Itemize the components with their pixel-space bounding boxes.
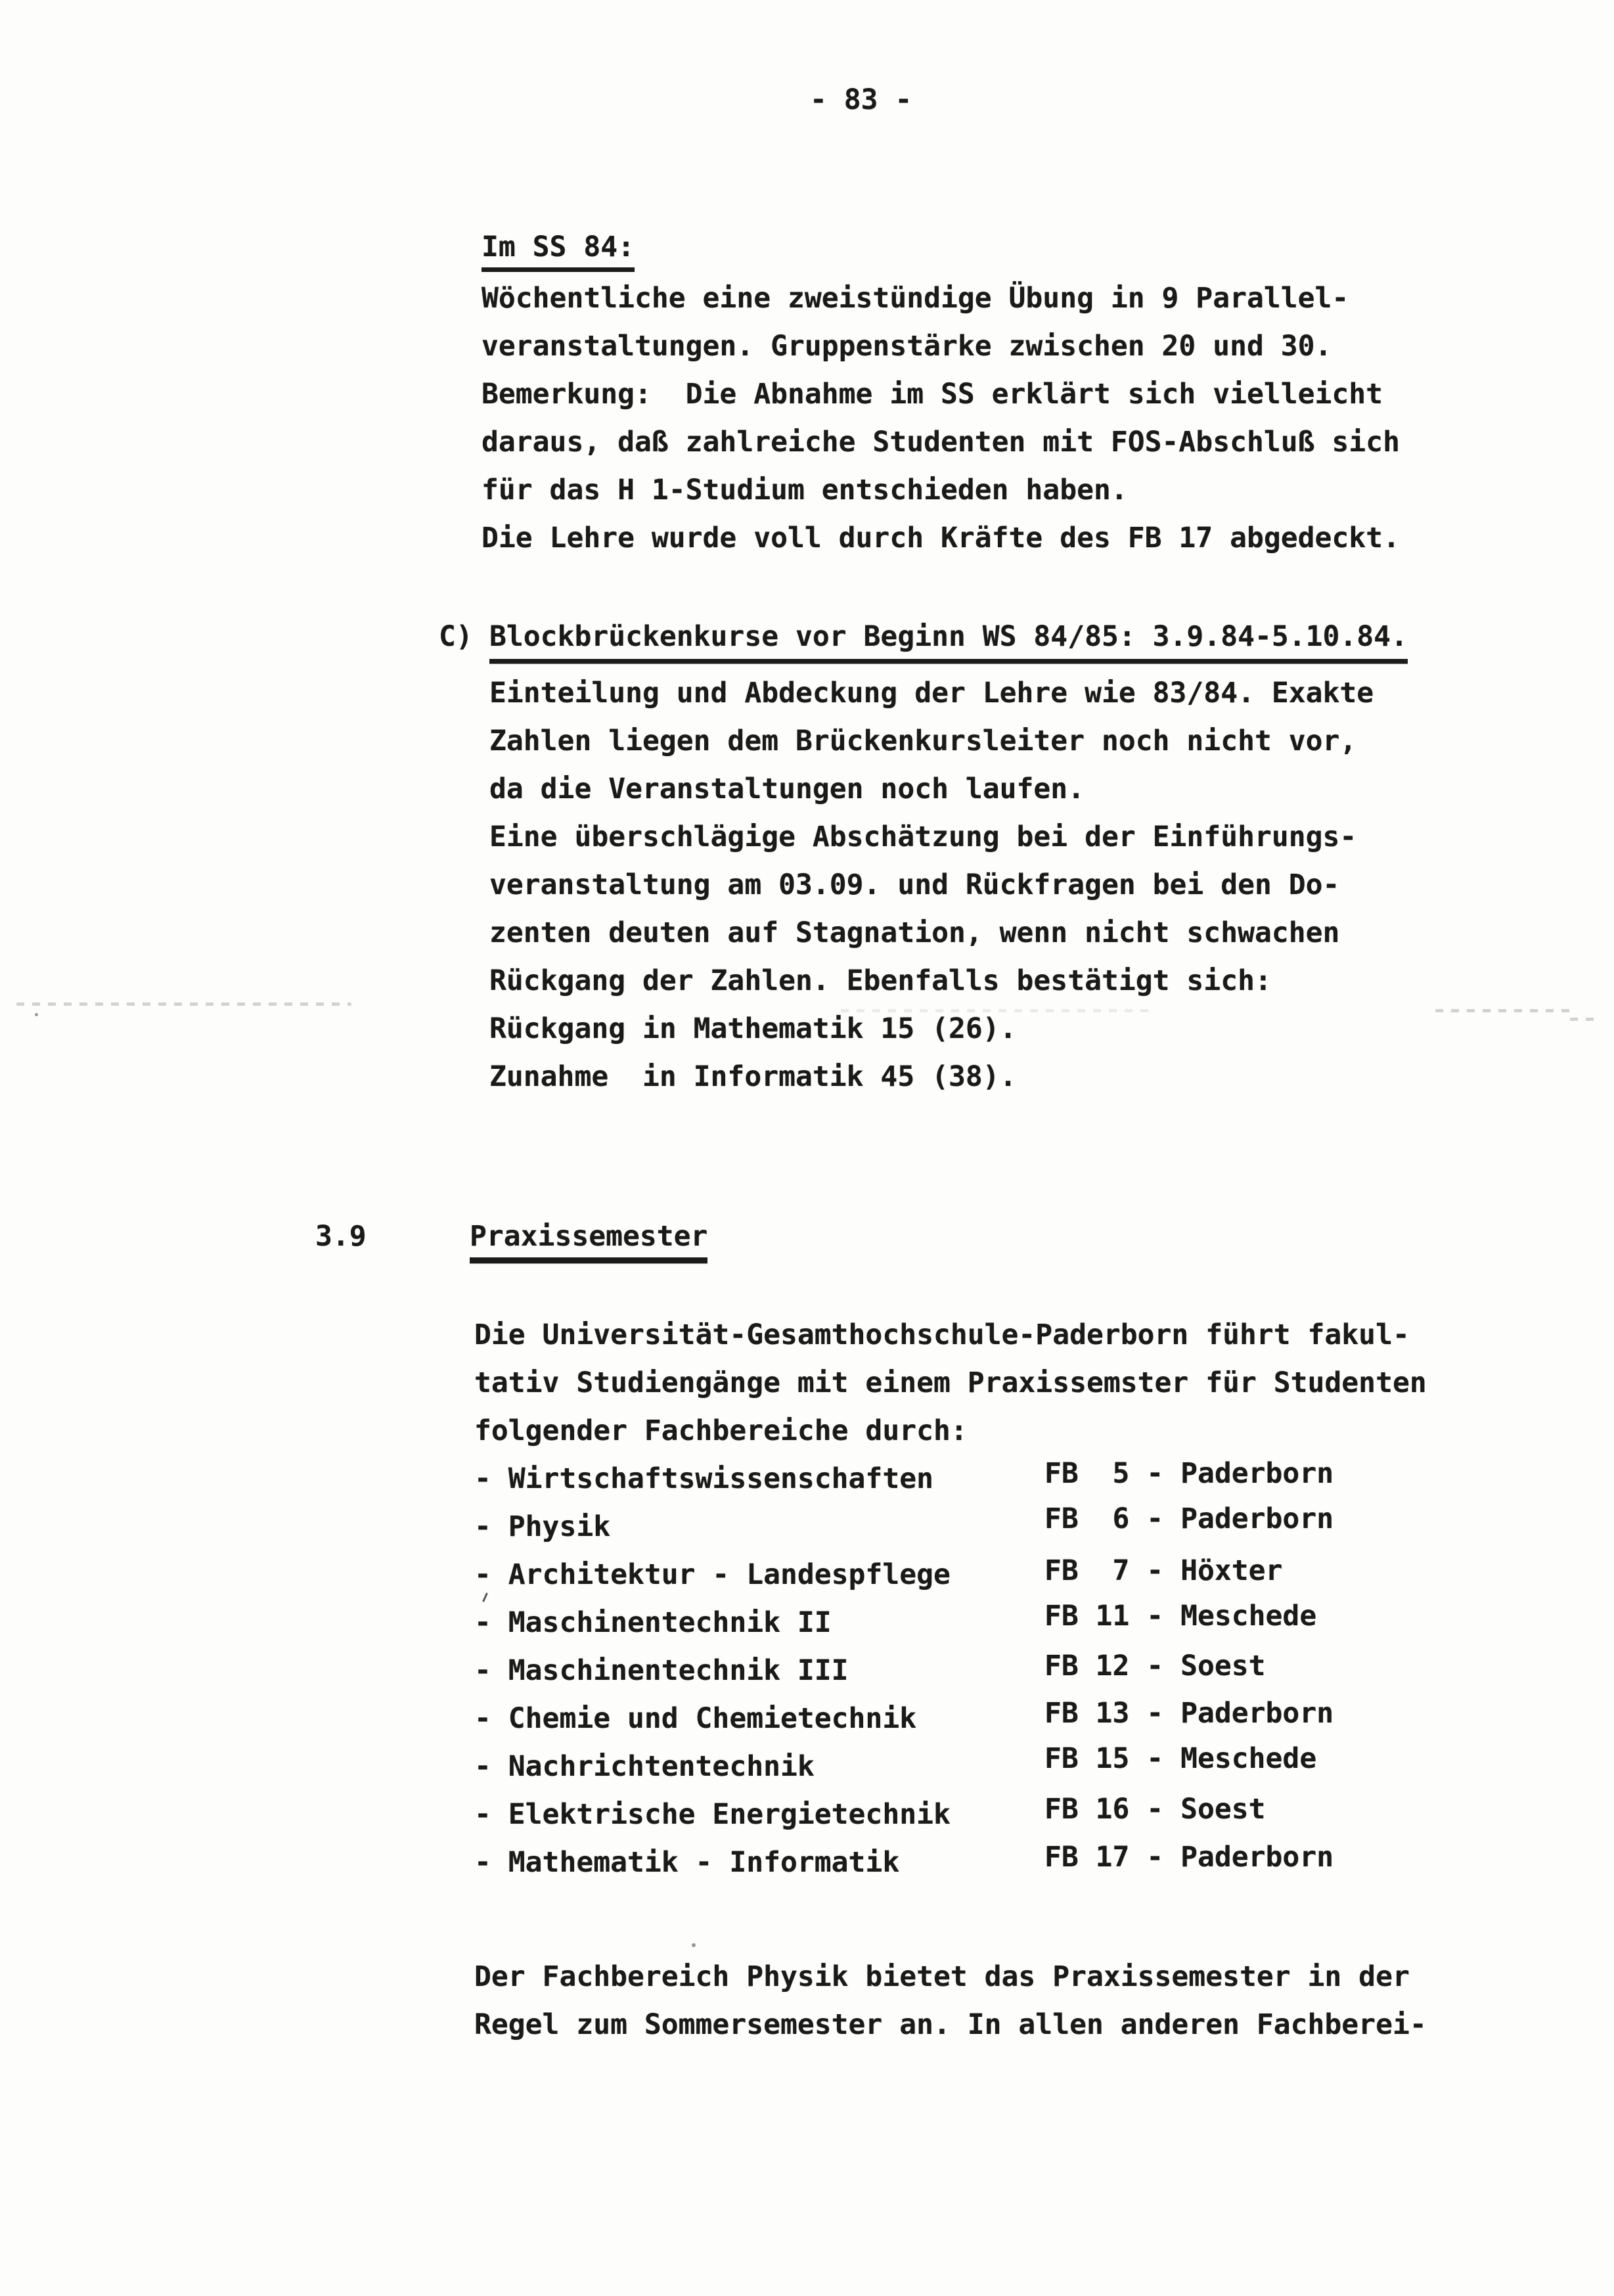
body-line: daraus, daß zahlreiche Studenten mit FOS-Abschluß sich xyxy=(482,426,1400,459)
body-line: Die Lehre wurde voll durch Kräfte des FB 17 abgedeckt. xyxy=(482,522,1400,554)
body-line: veranstaltungen. Gruppenstärke zwischen 20 und 30. xyxy=(482,330,1332,363)
section-a-heading-text: Im SS 84: xyxy=(482,231,635,272)
body-line: Zahlen liegen dem Brückenkursleiter noch nicht vor, xyxy=(489,725,1357,757)
program-fb: FB 11 - Meschede xyxy=(1044,1600,1317,1632)
closing-line: Regel zum Sommersemester an. In allen anderen Fachberei- xyxy=(474,2008,1427,2041)
program-name: - Architektur - Landespflege xyxy=(474,1558,951,1591)
program-name: - Nachrichtentechnik xyxy=(474,1750,815,1783)
body-line: für das H 1-Studium entschieden haben. xyxy=(482,474,1128,506)
section-c-label: C) xyxy=(439,620,473,653)
body-line: Bemerkung: Die Abnahme im SS erklärt sich vielleicht xyxy=(482,378,1383,411)
intro-line: tativ Studiengänge mit einem Praxissemster für Studenten xyxy=(474,1366,1427,1399)
program-fb: FB 16 - Soest xyxy=(1044,1793,1266,1826)
program-name: - Wirtschaftswissenschaften xyxy=(474,1462,933,1495)
program-fb: FB 12 - Soest xyxy=(1044,1650,1266,1682)
body-line: Rückgang der Zahlen. Ebenfalls bestätigt sich: xyxy=(489,964,1272,997)
scan-streak xyxy=(841,1009,1156,1012)
program-fb: FB 17 - Paderborn xyxy=(1044,1841,1334,1874)
section-praxis-number: 3.9 xyxy=(315,1220,367,1253)
program-name: - Maschinentechnik III xyxy=(474,1654,849,1687)
program-name: - Physik xyxy=(474,1510,611,1543)
program-name: - Maschinentechnik II xyxy=(474,1606,832,1639)
scan-streak xyxy=(1435,1009,1573,1012)
section-c-heading-text: Blockbrückenkurse vor Beginn WS 84/85: 3.9.84-5.10.84. xyxy=(489,621,1408,664)
body-line: Zunahme in Informatik 45 (38). xyxy=(489,1060,1017,1093)
program-fb: FB 13 - Paderborn xyxy=(1044,1697,1334,1730)
ink-speck xyxy=(35,1013,38,1016)
intro-line: folgender Fachbereiche durch: xyxy=(474,1414,968,1447)
closing-line: Der Fachbereich Physik bietet das Praxissemester in der xyxy=(474,1960,1410,1993)
body-line: Eine überschlägige Abschätzung bei der Einführungs- xyxy=(489,821,1357,853)
section-c-heading xyxy=(489,621,1408,664)
page-number: - 83 - xyxy=(810,83,912,116)
program-fb: FB 6 - Paderborn xyxy=(1044,1502,1334,1535)
section-a-heading xyxy=(482,231,635,272)
ink-speck xyxy=(692,1943,696,1947)
section-praxis-title-text: Praxissemester xyxy=(470,1221,707,1263)
program-name: - Elektrische Energietechnik xyxy=(474,1798,951,1831)
scan-streak xyxy=(1570,1018,1600,1021)
section-praxis-title xyxy=(470,1221,707,1263)
body-line: Rückgang in Mathematik 15 (26). xyxy=(489,1012,1017,1045)
body-line: veranstaltung am 03.09. und Rückfragen bei den Do- xyxy=(489,868,1340,901)
program-fb: FB 5 - Paderborn xyxy=(1044,1457,1334,1490)
program-fb: FB 15 - Meschede xyxy=(1044,1742,1317,1775)
intro-line: Die Universität-Gesamthochschule-Paderborn führt fakul- xyxy=(474,1318,1410,1351)
body-line: Wöchentliche eine zweistündige Übung in 9 Parallel- xyxy=(482,282,1349,315)
program-name: - Mathematik - Informatik xyxy=(474,1846,900,1879)
scan-streak xyxy=(16,1002,351,1006)
stray-tick-mark xyxy=(482,1592,488,1602)
program-fb: FB 7 - Höxter xyxy=(1044,1554,1283,1587)
body-line: da die Veranstaltungen noch laufen. xyxy=(489,773,1085,805)
body-line: Einteilung und Abdeckung der Lehre wie 83/84. Exakte xyxy=(489,677,1374,709)
program-name: - Chemie und Chemietechnik xyxy=(474,1702,917,1735)
body-line: zenten deuten auf Stagnation, wenn nicht schwachen xyxy=(489,916,1340,949)
